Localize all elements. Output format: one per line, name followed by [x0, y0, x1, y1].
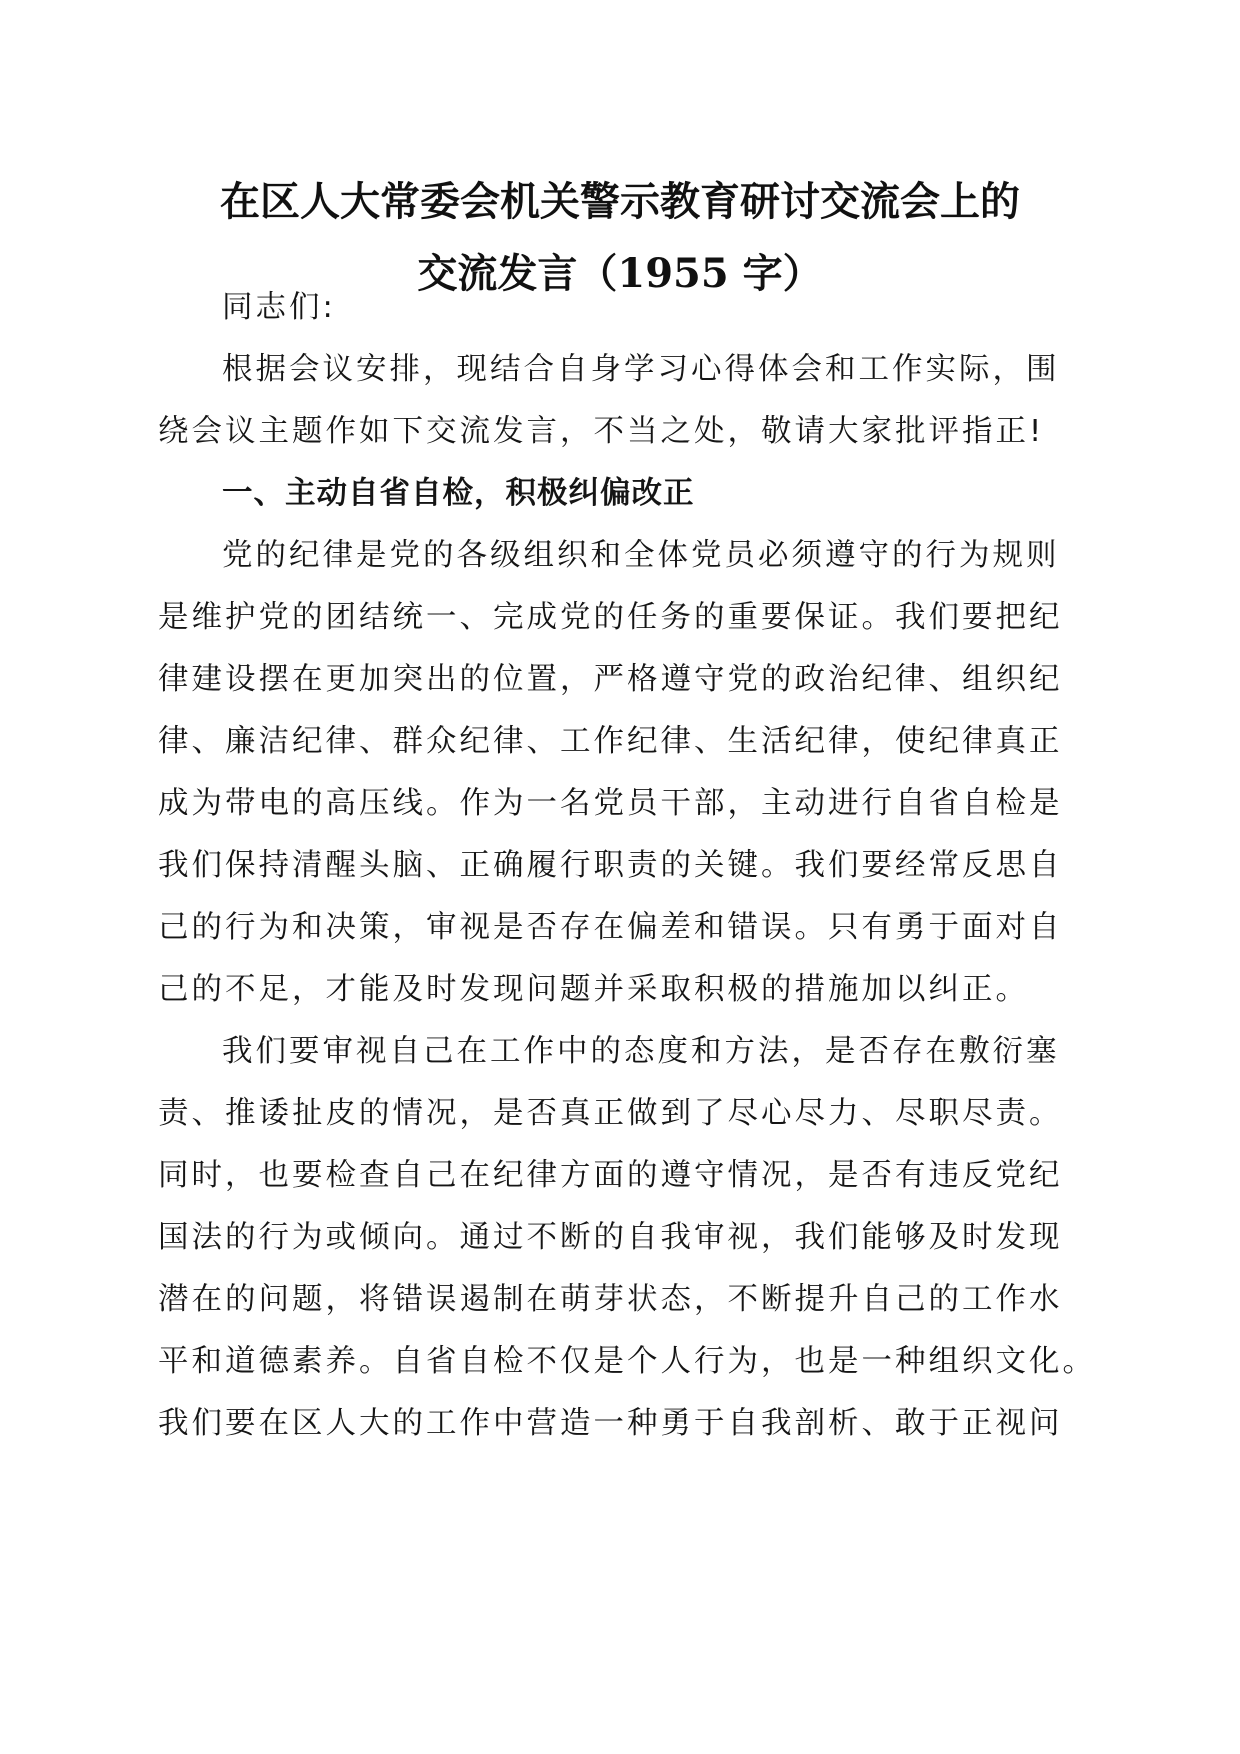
paragraph-1-line: 我们保持清醒头脑、正确履行职责的关键。我们要经常反思自 — [158, 848, 1063, 883]
paragraph-2-line: 我们要审视自己在工作中的态度和方法，是否存在敷衍塞 — [222, 1034, 1060, 1069]
paragraph-1-line: 己的行为和决策，审视是否存在偏差和错误。只有勇于面对自 — [158, 910, 1063, 945]
salutation: 同志们: — [222, 290, 336, 325]
document-title-line-1: 在区人大常委会机关警示教育研讨交流会上的 — [220, 178, 1020, 225]
document-title-line-2: 交流发言（1955 字） — [417, 250, 823, 297]
paragraph-2-line: 责、推诿扯皮的情况，是否真正做到了尽心尽力、尽职尽责。 — [158, 1096, 1063, 1131]
paragraph-1-line: 己的不足，才能及时发现问题并采取积极的措施加以纠正。 — [158, 972, 1029, 1007]
paragraph-1-line: 律、廉洁纪律、群众纪律、工作纪律、生活纪律，使纪律真正 — [158, 724, 1063, 759]
paragraph-1-line: 是维护党的团结统一、完成党的任务的重要保证。我们要把纪 — [158, 600, 1063, 635]
intro-line: 根据会议安排，现结合自身学习心得体会和工作实际，围 — [222, 352, 1060, 387]
paragraph-2-line: 平和道德素养。自省自检不仅是个人行为，也是一种组织文化。 — [158, 1344, 1096, 1379]
intro-line: 绕会议主题作如下交流发言，不当之处，敬请大家批评指正! — [158, 414, 1045, 449]
paragraph-1-line: 党的纪律是党的各级组织和全体党员必须遵守的行为规则 — [222, 538, 1060, 573]
paragraph-1-line: 成为带电的高压线。作为一名党员干部，主动进行自省自检是 — [158, 786, 1063, 821]
paragraph-2-line: 国法的行为或倾向。通过不断的自我审视，我们能够及时发现 — [158, 1220, 1063, 1255]
paragraph-2-line: 潜在的问题，将错误遏制在萌芽状态，不断提升自己的工作水 — [158, 1282, 1063, 1317]
paragraph-2-line: 我们要在区人大的工作中营造一种勇于自我剖析、敢于正视问 — [158, 1406, 1063, 1441]
section-heading: 一、主动自省自检，积极纠偏改正 — [222, 476, 695, 511]
paragraph-2-line: 同时，也要检查自己在纪律方面的遵守情况，是否有违反党纪 — [158, 1158, 1063, 1193]
paragraph-1-line: 律建设摆在更加突出的位置，严格遵守党的政治纪律、组织纪 — [158, 662, 1063, 697]
